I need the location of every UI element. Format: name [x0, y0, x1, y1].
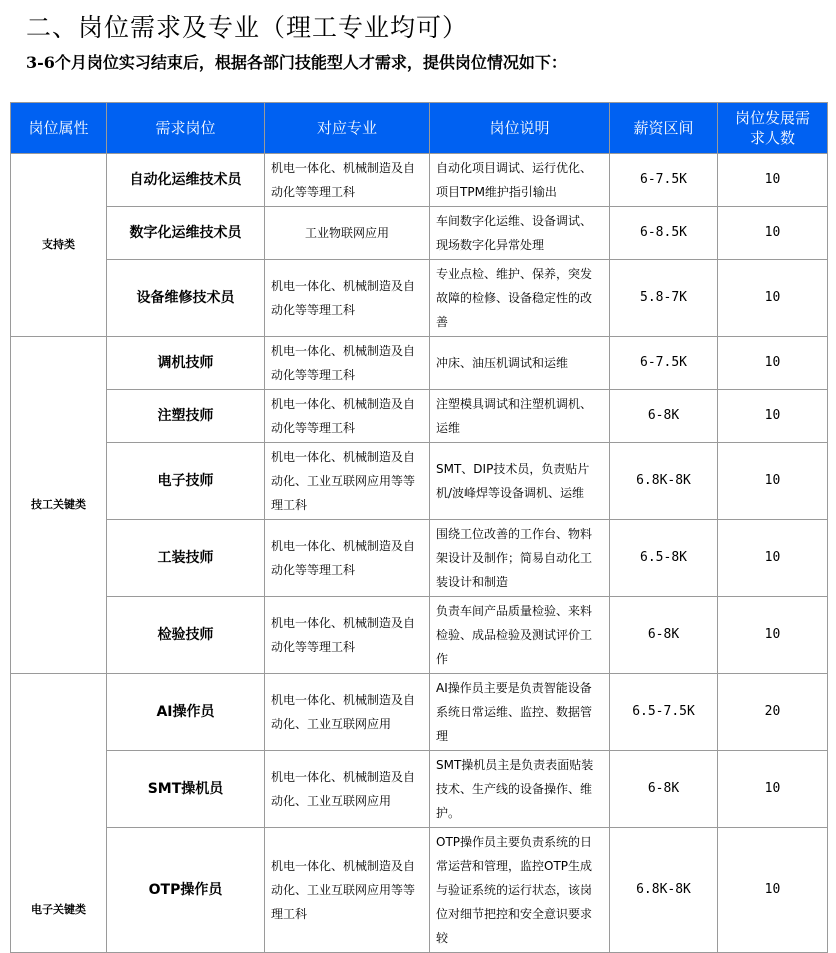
count-cell: 10 [718, 260, 828, 337]
page-title: 二、岗位需求及专业（理工专业均可） [26, 13, 469, 42]
header-count: 岗位发展需求人数 [718, 103, 828, 154]
description-cell: 围绕工位改善的工作台、物料架设计及制作；简易自动化工装设计和制造 [430, 520, 610, 597]
table-row [11, 443, 828, 520]
salary-cell: 6-8K [610, 390, 718, 443]
major-cell: 工业物联网应用 [265, 207, 430, 260]
position-name: 设备维修技术员 [107, 260, 265, 337]
major-cell: 机电一体化、机械制造及自动化等等理工科 [265, 597, 430, 674]
count-cell: 10 [718, 751, 828, 828]
major-cell: 机电一体化、机械制造及自动化等等理工科 [265, 260, 430, 337]
description-cell: 自动化项目调试、运行优化、项目TPM维护指引输出 [430, 154, 610, 207]
page-subtitle: 3-6个月岗位实习结束后，根据各部门技能型人才需求，提供岗位情况如下： [26, 53, 567, 72]
table-row [11, 207, 828, 260]
salary-cell: 6.8K-8K [610, 828, 718, 953]
group-attr: 电子关键类 [11, 674, 107, 953]
major-cell: 机电一体化、机械制造及自动化等等理工科 [265, 337, 430, 390]
table-header-row [11, 103, 828, 154]
description-cell: 注塑模具调试和注塑机调机、运维 [430, 390, 610, 443]
description-cell: SMT操机员主是负责表面贴装技术、生产线的设备操作、维护。 [430, 751, 610, 828]
position-name: 检验技师 [107, 597, 265, 674]
header-attr: 岗位属性 [11, 103, 107, 154]
salary-cell: 6-8K [610, 597, 718, 674]
count-cell: 10 [718, 443, 828, 520]
major-cell: 机电一体化、机械制造及自动化、工业互联网应用 [265, 751, 430, 828]
table-row [11, 260, 828, 337]
count-cell: 10 [718, 520, 828, 597]
description-cell: 车间数字化运维、设备调试、现场数字化异常处理 [430, 207, 610, 260]
header-position: 需求岗位 [107, 103, 265, 154]
description-cell: OTP操作员主要负责系统的日常运营和管理，监控OTP生成与验证系统的运行状态，该岗位对细节把控和安全意识要求较 [430, 828, 610, 953]
count-cell: 20 [718, 674, 828, 751]
major-cell: 机电一体化、机械制造及自动化等等理工科 [265, 154, 430, 207]
position-name: OTP操作员 [107, 828, 265, 953]
salary-cell: 6-8.5K [610, 207, 718, 260]
major-cell: 机电一体化、机械制造及自动化等等理工科 [265, 390, 430, 443]
count-cell: 10 [718, 828, 828, 953]
salary-cell: 6-7.5K [610, 337, 718, 390]
header-description: 岗位说明 [430, 103, 610, 154]
position-name: SMT操机员 [107, 751, 265, 828]
table-row [11, 597, 828, 674]
table-row [11, 751, 828, 828]
group-attr: 技工关键类 [11, 337, 107, 674]
major-cell: 机电一体化、机械制造及自动化等等理工科 [265, 520, 430, 597]
major-cell: 机电一体化、机械制造及自动化、工业互联网应用等等理工科 [265, 828, 430, 953]
count-cell: 10 [718, 597, 828, 674]
description-cell: 负责车间产品质量检验、来料检验、成品检验及测试评价工作 [430, 597, 610, 674]
position-name: 自动化运维技术员 [107, 154, 265, 207]
position-name: 工装技师 [107, 520, 265, 597]
description-cell: 冲床、油压机调试和运维 [430, 337, 610, 390]
position-name: 调机技师 [107, 337, 265, 390]
position-table [10, 102, 828, 953]
position-name: 注塑技师 [107, 390, 265, 443]
description-cell: SMT、DIP技术员，负责贴片机/波峰焊等设备调机、运维 [430, 443, 610, 520]
description-cell: 专业点检、维护、保养，突发故障的检修、设备稳定性的改善 [430, 260, 610, 337]
header-salary: 薪资区间 [610, 103, 718, 154]
table-row [11, 674, 828, 751]
table-row [11, 337, 828, 390]
header-major: 对应专业 [265, 103, 430, 154]
major-cell: 机电一体化、机械制造及自动化、工业互联网应用 [265, 674, 430, 751]
group-attr: 支持类 [11, 154, 107, 337]
salary-cell: 6.5-8K [610, 520, 718, 597]
position-name: 数字化运维技术员 [107, 207, 265, 260]
table-row [11, 390, 828, 443]
table-row [11, 828, 828, 953]
position-name: 电子技师 [107, 443, 265, 520]
major-cell: 机电一体化、机械制造及自动化、工业互联网应用等等理工科 [265, 443, 430, 520]
count-cell: 10 [718, 337, 828, 390]
count-cell: 10 [718, 390, 828, 443]
position-name: AI操作员 [107, 674, 265, 751]
table-row [11, 520, 828, 597]
salary-cell: 6-7.5K [610, 154, 718, 207]
count-cell: 10 [718, 207, 828, 260]
salary-cell: 5.8-7K [610, 260, 718, 337]
salary-cell: 6.5-7.5K [610, 674, 718, 751]
salary-cell: 6.8K-8K [610, 443, 718, 520]
table-row [11, 154, 828, 207]
description-cell: AI操作员主要是负责智能设备系统日常运维、监控、数据管理 [430, 674, 610, 751]
count-cell: 10 [718, 154, 828, 207]
salary-cell: 6-8K [610, 751, 718, 828]
